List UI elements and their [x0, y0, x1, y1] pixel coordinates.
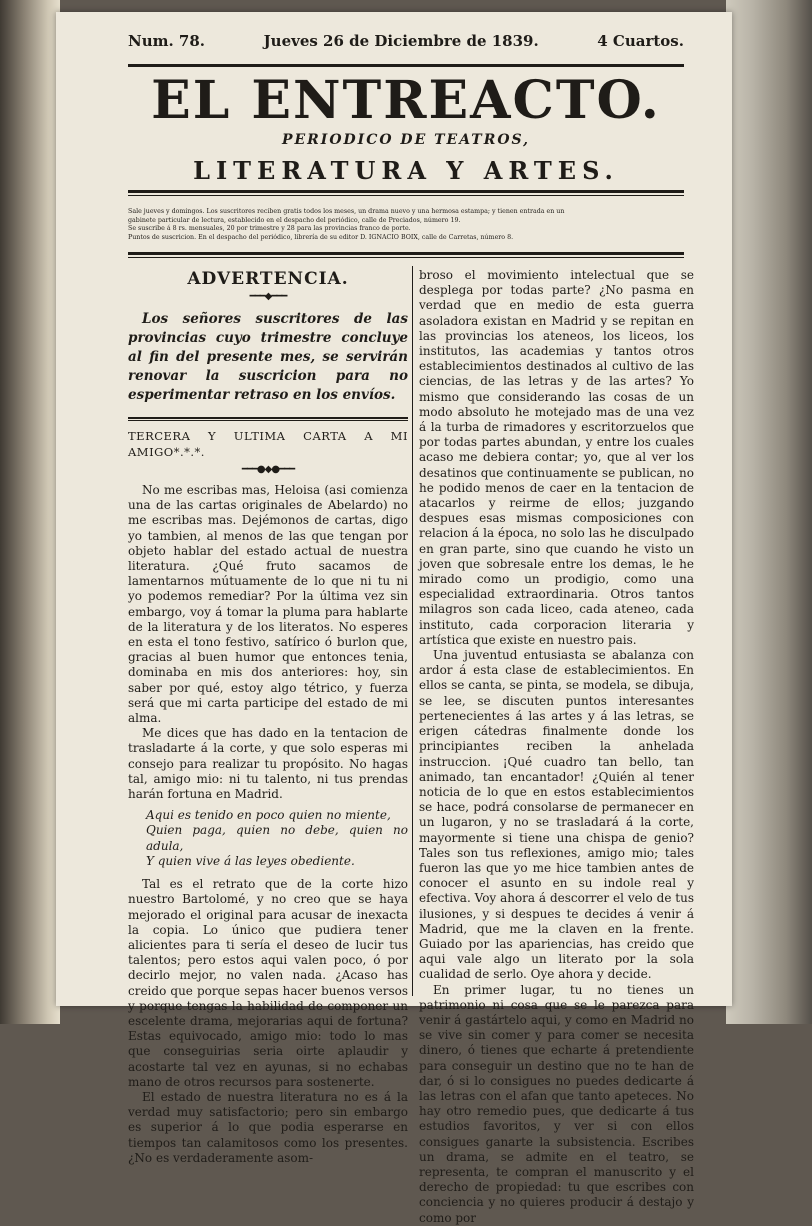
advertencia-body: Los señores suscritores de las provincias cuyo trimestre concluye al fin del presente mes, se servirán renovar la suscricion para no esperimentar retraso en los envíos.	[128, 311, 408, 404]
newspaper-subtitle-2: LITERATURA Y ARTES.	[193, 156, 619, 185]
right-column	[419, 268, 694, 1226]
article-paragraph: No me escribas mas, Heloisa (asi comienza una de las cartas originales de Abelardo) no me escribas mas. Dejémonos de cartas, digo yo tambien, al menos de las que tengan por objeto hablar del estado actual de nuestra literatura. ¿Qué fruto sacamos de lamentarnos mútuamente de lo que ni tu ni yo podemos remediar? Por la última vez sin embargo, voy á tomar la pluma para hablarte de la literatura y de los literatos. No esperes en esta el tono festivo, satírico ó burlon que, gracias al buen humor que entonces tenia, dominaba en mis dos anteriores: hoy, sin saber por qué, estoy algo tétrico, y fuerza será que mi carta participe del estado de mi alma.	[128, 483, 408, 726]
notice-line: Puntos de suscricion. En el despacho del periódico, librería de su editor D. IGNACIO BOIX, calle de Carretas, número 8.	[128, 233, 514, 241]
article-paragraph: Tal es el retrato que de la corte hizo nuestro Bartolomé, y no creo que se haya mejorado el original para acusar de inexacta la copia. Lo único que pudiera tener alicientes para ti sería el deseo de lucir tus talentos; pero estos aqui valen poco, ó por decirlo mejor, no valen nada. ¿Acaso has creido que porque sepas hacer buenos versos y porque tengas la habilidad de componer un escelente drama, mejorarias aqui de fortuna? Estas equivocado, amigo mio: todo lo mas que conseguirias seria oirte aplaudir y acostarte tal vez en ayunas, si no echabas mano de otros recursos para sostenerte.	[128, 877, 408, 1089]
article-paragraph: Una juventud entusiasta se abalanza con ardor á esta clase de establecimientos. En ellos se canta, se pinta, se modela, se dibuja, se lee, se discuten puntos interesantes pertenecientes á las artes y á las letras, se erigen cátedras finalmente donde los principiantes reciben la anhelada instruccion. ¡Qué cuadro tan bello, tan animado, tan encantador! ¿Quién al tener noticia de lo que en estos establecimientos se hace, podrá consolarse de permanecer en un lugaron, y no se trasladará á la corte, mayormente si tiene una chispa de genio? Tales son tus reflexiones, amigo mio; tales fueron las que yo me hice tambien antes de conocer el asunto en su indole real y efectiva. Voy ahora á descorrer el velo de tus ilusiones, y si despues te decides á venir á Madrid, que me la claven en la frente. Guiado por las apariencias, has creido que aqui vale algo un literato por la sola cualidad de serlo. Oye ahora y decide.	[419, 648, 694, 982]
ornament-divider: ━━━◆━━━	[249, 291, 287, 303]
verse-line: Aqui es tenido en poco quien no miente,	[146, 808, 391, 823]
article-paragraph: En primer lugar, tu no tienes un patrimonio ni cosa que se le parezca para venir á gastártelo aqui, y como en Madrid no se vive sin comer y para comer se necesita dinero, ó tienes que echarte á pretendiente para conseguir un destino que no te han de dar, ó si lo consigues no puedes dedicarte á las letras con el afan que tanto apeteces. No hay otro remedio pues, que dedicarte á tus estudios favoritos, y ver si con ellos consigues ganarte la subsistencia. Escribes un drama, se admite en el teatro, se representa, te compran el manuscrito y el derecho de propiedad: tu que escribes con conciencia y no quieres producir á destajo y como por	[419, 982, 694, 1225]
article-paragraph: broso el movimiento intelectual que se desplega por todas parte? ¿No pasma en verdad que en medio de esta guerra asoladora existan en Madrid y se repitan en las provincias los ateneos, los liceos, los institutos, las academias y tantos otros establecimientos destinados al cultivo de las ciencias, de las letras y de las artes? Yo mismo que considerando las cosas de un modo absoluto he motejado mas de una vez á la turba de rimadores y escritorzuelos que por todas partes abundan, y entre los cuales acaso me debiera contar; yo, que al ver los desatinos que continuamente se publican, no he podido menos de caer en la tentacion de atacarlos y reirme de ellos; juzgando despues esas mismas composiciones con relacion á la época, no solo las he disculpado en gran parte, sino que cuando he visto un joven que sobresale entre los demas, le he mirado como un prodigio, como una especialidad extraordinaria. Otros tantos milagros son cada liceo, cada ateneo, cada instituto, cada corporacion literaria y artística que existe en nuestro pais.	[419, 268, 694, 647]
notice-line: Se suscribe á 8 rs. mensuales, 20 por trimestre y 28 para las provincias franco de porte.	[128, 225, 411, 233]
masthead-info-row	[128, 18, 684, 64]
issue-price: 4 Cuartos.	[597, 32, 684, 50]
issue-date: Jueves 26 de Diciembre de 1839.	[263, 32, 539, 50]
article-heading: TERCERA Y ULTIMA CARTA A MI AMIGO*.*.*.	[128, 429, 408, 459]
book-spine-left	[0, 0, 60, 1024]
notice-line: gabinete particular de lectura, establecido en el despacho del periódico, calle de Preciados, número 19.	[128, 216, 461, 224]
article-paragraph: Me dices que has dado en la tentacion de trasladarte á la corte, y que solo esperas mi consejo para realizar tu propósito. No hagas tal, amigo mio: ni tu talento, ni tus prendas harán fortuna en Madrid.	[128, 726, 408, 802]
notice-bottom-rule-thin	[128, 257, 684, 258]
left-column	[128, 268, 408, 1166]
masthead-bottom-rule-thin	[128, 195, 684, 196]
verse-quote	[128, 808, 408, 869]
subscription-notice	[128, 208, 688, 242]
newspaper-title: EL ENTREACTO.	[151, 70, 661, 131]
ornament-divider: ━━━●◆●━━━	[241, 463, 295, 475]
verse-line: Y quien vive á las leyes obediente.	[146, 853, 355, 868]
book-edge-right	[726, 0, 812, 1024]
newspaper-page	[56, 12, 732, 1225]
newspaper-subtitle-1: PERIODICO DE TEATROS,	[281, 132, 531, 148]
section-divider	[128, 417, 408, 421]
verse-line: Quien paga, quien no debe, quien no adula,	[146, 823, 408, 853]
column-divider	[412, 266, 413, 996]
issue-number: Num. 78.	[128, 32, 206, 50]
advertencia-heading: ADVERTENCIA.	[187, 269, 349, 289]
article-paragraph: El estado de nuestra literatura no es á la verdad muy satisfactorio; pero sin embargo es superior á lo que podia esperarse en tiempos tan calamitosos como los presentes. ¿No es verdaderamente asom-	[128, 1089, 408, 1165]
masthead-bottom-rule	[128, 190, 684, 193]
notice-bottom-rule	[128, 252, 684, 255]
top-rule	[128, 64, 684, 67]
notice-line: Sale jueves y domingos. Los suscritores reciben gratis todos los meses, un drama nuevo y una hermosa estampa; y tienen entrada en un	[128, 208, 565, 215]
